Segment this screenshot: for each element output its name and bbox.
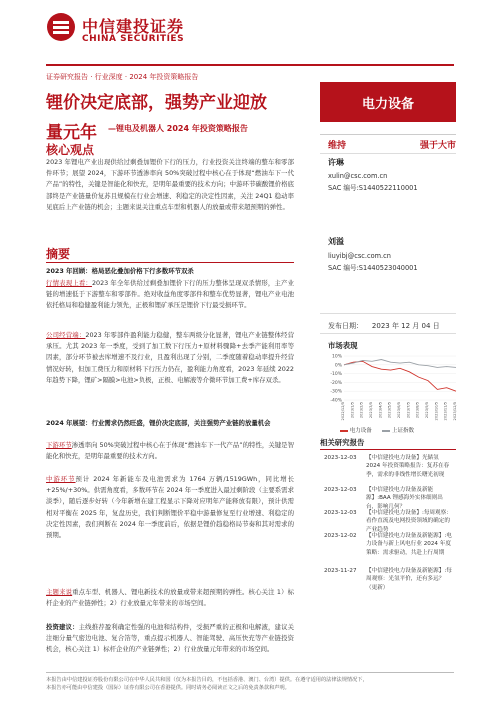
related-date: 2023-12-03 [324,455,357,461]
market-performance-chart [324,352,460,430]
p1-text: 2023 年全年供给过剩叠加锂价下行的压力整体呈现双杀情形，主产业链的增速低于下游整车和零部件。绝对收益角度零部件和整车优势显著，锂电产业电池依托格局和稳健盈利能力领先，正极和锂矿承压是锂价下行最受损环节。 [46,279,295,310]
series-line [344,361,456,391]
y-tick-label: -10% [330,372,342,378]
footer-disclaimer-1: 本报告由中信建投证券股份有限公司在中华人民共和国（仅为本报告目的，不包括香港、澳门、台湾）提供。在遵守适用的法律法规情况下， [46,677,368,683]
x-tick-label: 2023/1/5 [350,402,355,419]
abstract-sub2: 2024 年展望：行业需求仍然旺盛，锂价决定底部，关注强势产业链的放量机会 [46,419,271,427]
p5-highlight: 主题来说 [46,588,73,596]
abstract-p5 [46,587,294,609]
publish-label: 发布日期： [328,322,363,330]
y-tick-label: 0% [334,363,342,369]
y-tick-label: 10% [331,354,342,360]
x-tick-label: 2023/11/5 [443,402,448,421]
logo-text-cn: 中信建投证券 [82,17,185,36]
x-tick-label: 2023/10/5 [434,402,439,421]
related-date: 2023-12-03 [324,510,357,516]
market-title: 市场表现 [328,341,358,350]
abstract-p6 [46,622,294,656]
abstract-p1 [46,278,294,312]
related-title: 相关研究报告 [320,438,365,447]
rating-rule [320,153,456,154]
legend-label: 上证指数 [392,428,415,434]
x-tick-label: 2023/3/5 [369,402,373,419]
related-text: 【中信建投电力设备】光储氢 2024 年投资策略报告：复苏在春季，需求的非线性增长曙光初现 [366,455,450,478]
x-tick-label: 2023/4/5 [378,402,383,419]
p1-highlight: 行情表现上看： [46,279,92,287]
analyst-email[interactable]: xulin@csc.com.cn [328,172,388,180]
p2-text: 2023 年零部件盈利能力稳健，整车两级分化显著，锂电产业链整体经营承压。尤其 2023 年一季度，受到了加工数下行压力+原材料骤降+去季产能利用率等因素，部分环节被去库增速不及行业，且盈利出现了分别，二季度随着稳动率提升经营情况好转，但加工费压力和原材料下行压力仍在，盈利能力角度看，2023 年延续 2022 年趋势下降，锂矿>隔膜>电池>负极，正极、电解液等介微环节加工费+库存双杀。 [46,331,295,384]
p2-highlight: 公司经营端： [46,331,86,339]
x-tick-label: 2023/6/5 [397,402,401,419]
abstract-rule [46,262,294,263]
analyst-email[interactable]: liuyibj@csc.com.cn [328,252,391,260]
related-text: 【中信建投电力设备及新能源】:电力设备与新上风电行业 2024 年度策略：需求驱动，共赴上行周期 [366,533,452,556]
report-title-line2: 量元年 [46,123,97,143]
x-tick-label: 2023/12/5 [453,402,457,421]
date-rule-top [320,313,456,314]
rating-label: 维持 [328,141,347,151]
legend-swatch [340,430,348,432]
analyst-name: 刘溢 [328,237,344,246]
x-tick-label: 2023/7/5 [406,402,411,419]
core-paragraph: 2023 年锂电产业出现供给过剩叠加锂价下行的压力，行业投资关注终端的整车和零部件环节；展望 2024，下游环节透渗率向 50%突破过程中核心在于体现“燃油车下一代产品”的特性，关键是智能化和快充，是明年最重要的技术方向；中游环节碳酸锂价格底部终是产业链量价复苏且规模在行业会增速、利稳定的决定性因素，关注 24Q1 稳动率见底后上产业链的机会；主题来说关注重点车型和机器人的放量或带来超预期的弹性。 [46,158,294,211]
sector-badge: 电力设备 [320,82,456,122]
x-tick-label: 2023/5/5 [387,402,392,419]
analyst-sac: SAC 编号:S1440523040001 [328,264,418,272]
related-text: 【中信建投电力设备】:每周观察：看作直流及电网投资领域的确定的产业趋势 [366,510,452,533]
x-tick-label: 2023/9/5 [425,402,429,419]
p4-text: 预计 2024 年新能车及电池需求为 1764 万辆/1519GWh，同比增长+25%/+30%。供需角度看，多数环节在 2024 年一季度进入最过剩阶段（主要系需求淡季），随后逐步好转（今年新增在建工程显示下降对应明年产能释放有限），预计供需相对平衡在 2025 年，复盘历史，我们判断锂价平稳中游量修复至行业增速、利稳定的决定性因素，我们判断在 2024 年一季度前后，依据是锂价趋稳格局节奏和其对需求的预期。 [46,475,295,540]
analyst-name: 许琳 [328,158,344,167]
y-tick-label: -30% [330,389,342,395]
p6-text: 主线推荐盈利确定性强的电池和结构件，受损严重的正极和电解液，建议关注细分量气密边电池、复合箔等，重点提示机器人、智能驾驶、高压快充等产业链投资机会，核心关注 1）标杆企业的产业链弹性；2）行业放量元年带来的市场空间。 [46,623,295,654]
related-text: 【中信建投电力设备及新能源】:BAA 锂感海外实体细则出台，影响几何？ [366,487,443,510]
analyst-sac: SAC 编号:S1440522110001 [328,184,418,192]
company-logo [46,8,206,56]
report-category: 证券研究报告 · 行业深度 · 2024 年投资策略报告 [46,73,199,81]
date-rule-bottom [320,333,456,334]
abstract-p4 [46,474,294,541]
rating-value: 强于大市 [420,141,457,151]
p6-bold: 投资建议： [46,623,79,631]
legend-label: 电力设备 [349,428,372,434]
footer-disclaimer-2: 本报告亦可能由中信建投（国际）证券有限公司在香港提供。同时请务必阅读正文之后的免责条款和声明。 [46,685,290,691]
logo-mark-icon [46,12,76,42]
x-tick-label: 2022/12/5 [341,402,345,421]
chart-legend [340,426,414,434]
x-tick-label: 2023/2/5 [359,402,364,419]
abstract-sub1: 2023 年回顾：格局恶化叠加价格下行多数环节双杀 [46,267,194,275]
report-subtitle: —锂电及机器人 2024 年投资策略报告 [108,124,248,133]
abstract-p2 [46,330,294,386]
sidebar-top-rule [320,134,456,135]
p3-highlight: 下游环节 [46,441,72,449]
logo-text-en: CHINA SECURITIES [82,34,185,44]
legend-swatch [382,430,390,432]
related-date: 2023-12-03 [324,487,357,493]
abstract-heading: 摘要 [46,247,71,261]
p5-text: 重点车型、机器人、锂电新技术的放量或带来超预期的弹性。核心关注 1）标杆企业的产业链弹性；2）行业放量元年带来的市场空间。 [46,588,294,608]
x-tick-label: 2023/8/5 [415,402,420,419]
related-date: 2023-11-27 [324,568,357,574]
publish-date [328,321,440,331]
related-text: 【中信建投电力设备及新能源】:每周观察：光氢平价，还有多远？（更新） [366,568,452,591]
related-rule [320,449,456,450]
p4-highlight: 中游环节 [46,475,76,483]
publish-value: 2023 年 12 月 04 日 [371,322,440,330]
p3-text: 渗透率向 50%突破过程中核心在于体现“燃油车下一代产品”的特性，关键是智能化和快充，是明年最重要的技术方向。 [46,441,294,461]
related-date: 2023-12-02 [324,533,357,539]
header-divider [46,64,454,66]
core-heading: 核心观点 [46,143,95,157]
y-tick-label: -40% [330,398,342,404]
series-line [344,360,456,368]
footer-rule [46,672,454,673]
abstract-p3 [46,440,294,462]
report-title-line1: 锂价决定底部，强势产业迎放 [46,93,267,113]
y-tick-label: -20% [330,380,342,386]
